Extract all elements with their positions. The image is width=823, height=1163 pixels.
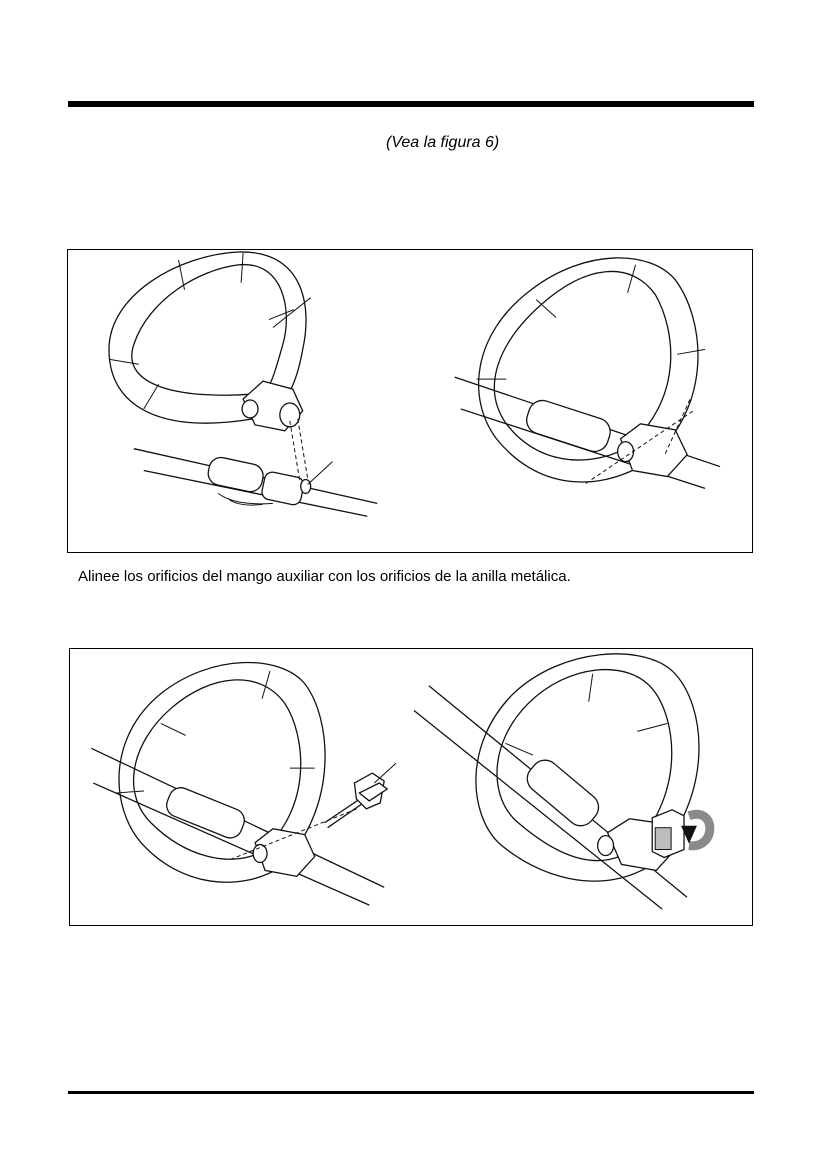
bottom-rule: [68, 1091, 754, 1094]
top-rule: [68, 101, 754, 107]
figure-caption: Alinee los orificios del mango auxiliar con los orificios de la anilla metálica.: [78, 568, 571, 585]
bolt-knob: [325, 773, 388, 828]
auxiliary-handle-exploded: [109, 252, 306, 431]
fastening-illustration: [70, 649, 752, 925]
figure-panel-fastening: [69, 648, 753, 926]
figure-panel-alignment: [67, 249, 753, 553]
callout-ring: [308, 462, 333, 485]
shaft-with-ring: [134, 449, 377, 517]
rotate-arrow-icon: [681, 814, 710, 846]
callout-bolt: [374, 763, 396, 783]
alignment-illustration: [68, 250, 752, 552]
auxiliary-handle-with-bolt: [91, 663, 384, 906]
figure-reference: (Vea la figura 6): [386, 134, 500, 151]
auxiliary-handle-tightened: [414, 654, 699, 909]
auxiliary-handle-aligned: [455, 258, 720, 489]
alignment-dashes: [290, 419, 308, 481]
callout-handle: [273, 298, 311, 328]
